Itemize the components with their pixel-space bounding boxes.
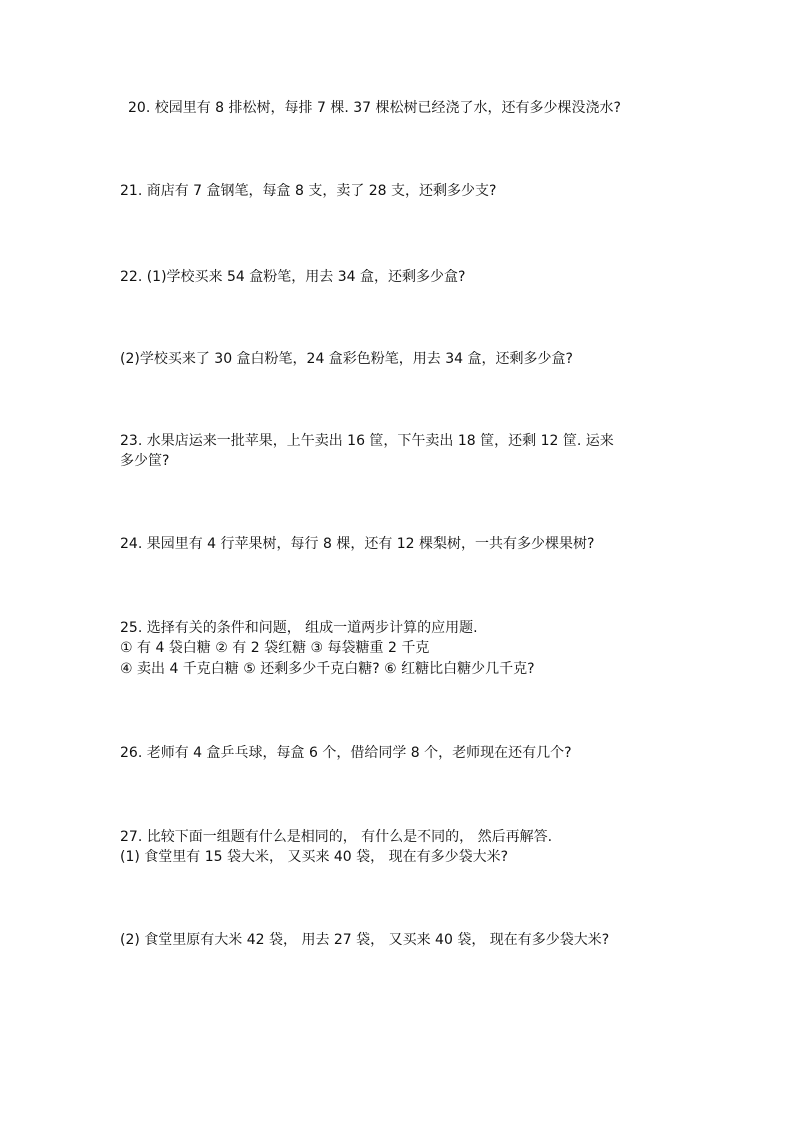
question-27-intro: 27. 比较下面一组题有什么是相同的， 有什么是不同的， 然后再解答. xyxy=(120,829,553,845)
question-25-intro: 25. 选择有关的条件和问题， 组成一道两步计算的应用题. xyxy=(120,620,478,636)
question-27-part-2: (2) 食堂里原有大米 42 袋， 用去 27 袋， 又买来 40 袋， 现在有多少袋大米? xyxy=(120,932,610,948)
question-20: 20. 校园里有 8 排松树，每排 7 棵. 37 棵松树已经浇了水，还有多少棵没浇水? xyxy=(128,100,621,116)
question-24: 24. 果园里有 4 行苹果树，每行 8 棵，还有 12 棵梨树，一共有多少棵果树? xyxy=(120,536,595,552)
question-22-part-2: (2)学校买来了 30 盒白粉笔，24 盒彩色粉笔，用去 34 盒，还剩多少盒? xyxy=(120,351,573,367)
question-25-options-line-2: ④ 卖出 4 千克白糖 ⑤ 还剩多少千克白糖? ⑥ 红糖比白糖少几千克? xyxy=(120,661,535,677)
question-21: 21. 商店有 7 盒钢笔，每盒 8 支，卖了 28 支，还剩多少支? xyxy=(120,183,497,199)
question-26: 26. 老师有 4 盒乒乓球，每盒 6 个，借给同学 8 个，老师现在还有几个? xyxy=(120,745,572,761)
question-22-part-1: 22. (1)学校买来 54 盒粉笔，用去 34 盒，还剩多少盒? xyxy=(120,269,466,285)
question-25-options-line-1: ① 有 4 袋白糖 ② 有 2 袋红糖 ③ 每袋糖重 2 千克 xyxy=(120,640,430,656)
question-23-line-2: 多少筐? xyxy=(120,453,170,469)
question-23-line-1: 23. 水果店运来一批苹果，上午卖出 16 筐，下午卖出 18 筐，还剩 12 筐. 运来 xyxy=(120,433,614,449)
question-27-part-1: (1) 食堂里有 15 袋大米， 又买来 40 袋， 现在有多少袋大米? xyxy=(120,849,509,865)
